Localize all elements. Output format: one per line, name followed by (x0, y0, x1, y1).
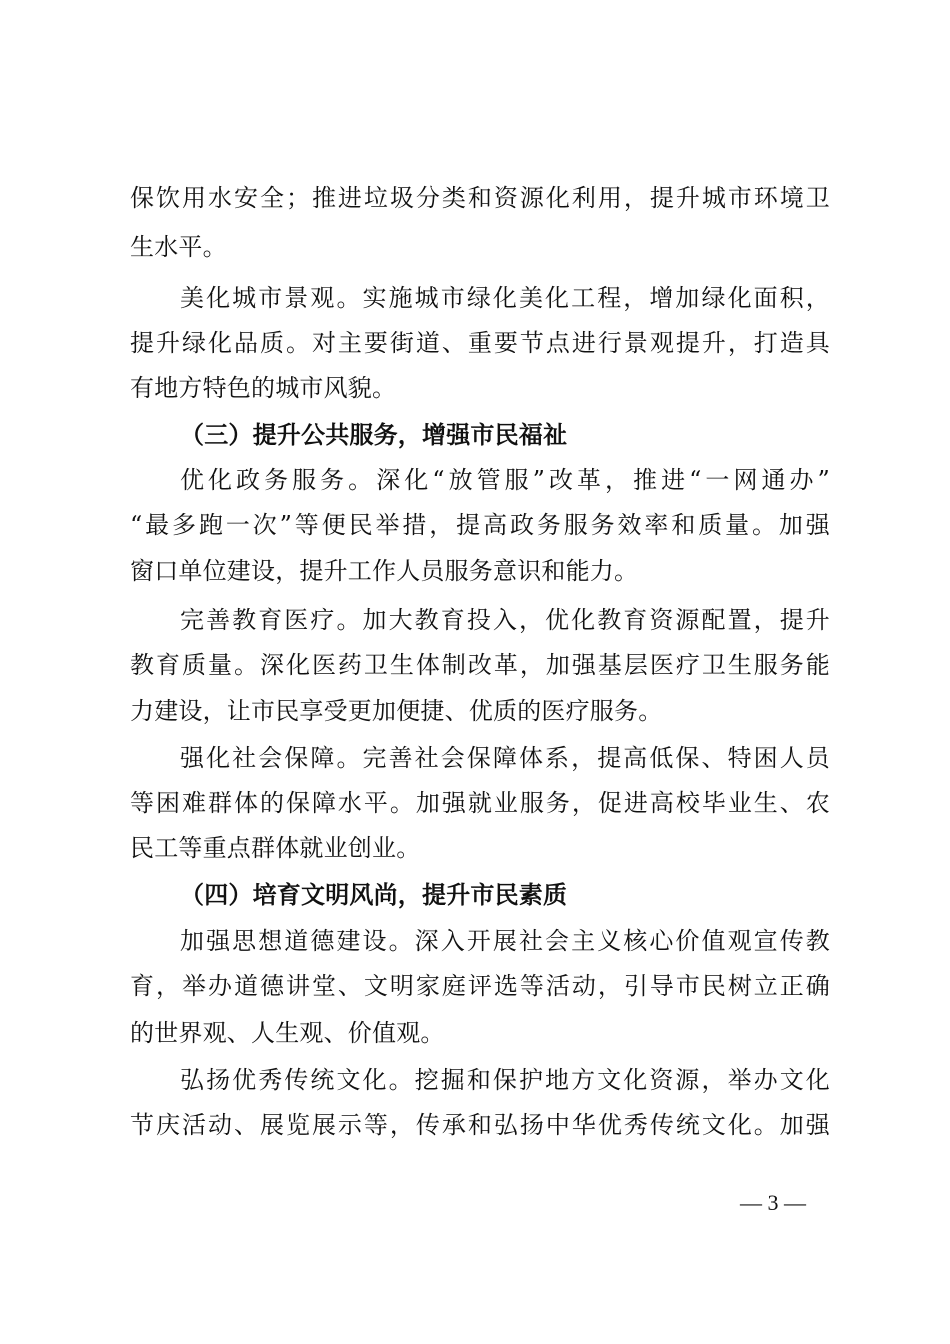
body-text-line: 教育质量。深化医药卫生体制改革，加强基层医疗卫生服务能 (130, 651, 830, 679)
paragraph-first-line: 弘扬优秀传统文化。挖掘和保护地方文化资源，举办文化 (180, 1066, 830, 1094)
body-text-line: 的世界观、人生观、价值观。 (130, 1019, 445, 1047)
paragraph-first-line: 加强思想道德建设。深入开展社会主义核心价值观宣传教 (180, 927, 830, 955)
body-text-line: 提升绿化品质。对主要街道、重要节点进行景观提升，打造具 (130, 329, 830, 357)
body-text-line: 育，举办道德讲堂、文明家庭评选等活动，引导市民树立正确 (130, 972, 830, 1000)
body-text-line: 民工等重点群体就业创业。 (130, 834, 421, 862)
body-text-line: 有地方特色的城市风貌。 (130, 374, 397, 402)
body-text-line: “最多跑一次”等便民举措，提高政务服务效率和质量。加强 (130, 511, 830, 539)
paragraph-first-line: 完善教育医疗。加大教育投入，优化教育资源配置，提升 (180, 606, 830, 634)
paragraph-first-line: 优化政务服务。深化“放管服”改革，推进“一网通办” (180, 466, 830, 494)
paragraph-first-line: 强化社会保障。完善社会保障体系，提高低保、特困人员 (180, 744, 830, 772)
body-text-line: 生水平。 (130, 233, 227, 261)
page-number: — 3 — (740, 1190, 806, 1215)
body-text-line: 节庆活动、展览展示等，传承和弘扬中华优秀传统文化。加强 (130, 1111, 830, 1139)
body-text-line: 力建设，让市民享受更加便捷、优质的医疗服务。 (130, 697, 663, 725)
body-text-line: 等困难群体的保障水平。加强就业服务，促进高校毕业生、农 (130, 789, 830, 817)
paragraph-first-line: 美化城市景观。实施城市绿化美化工程，增加绿化面积， (180, 284, 830, 312)
body-text-line: 保饮用水安全；推进垃圾分类和资源化利用，提升城市环境卫 (130, 184, 830, 212)
body-text-line: 窗口单位建设，提升工作人员服务意识和能力。 (130, 557, 639, 585)
section-heading-4: （四）培育文明风尚，提升市民素质 (180, 880, 568, 909)
section-heading-3: （三）提升公共服务，增强市民福祉 (180, 420, 568, 449)
